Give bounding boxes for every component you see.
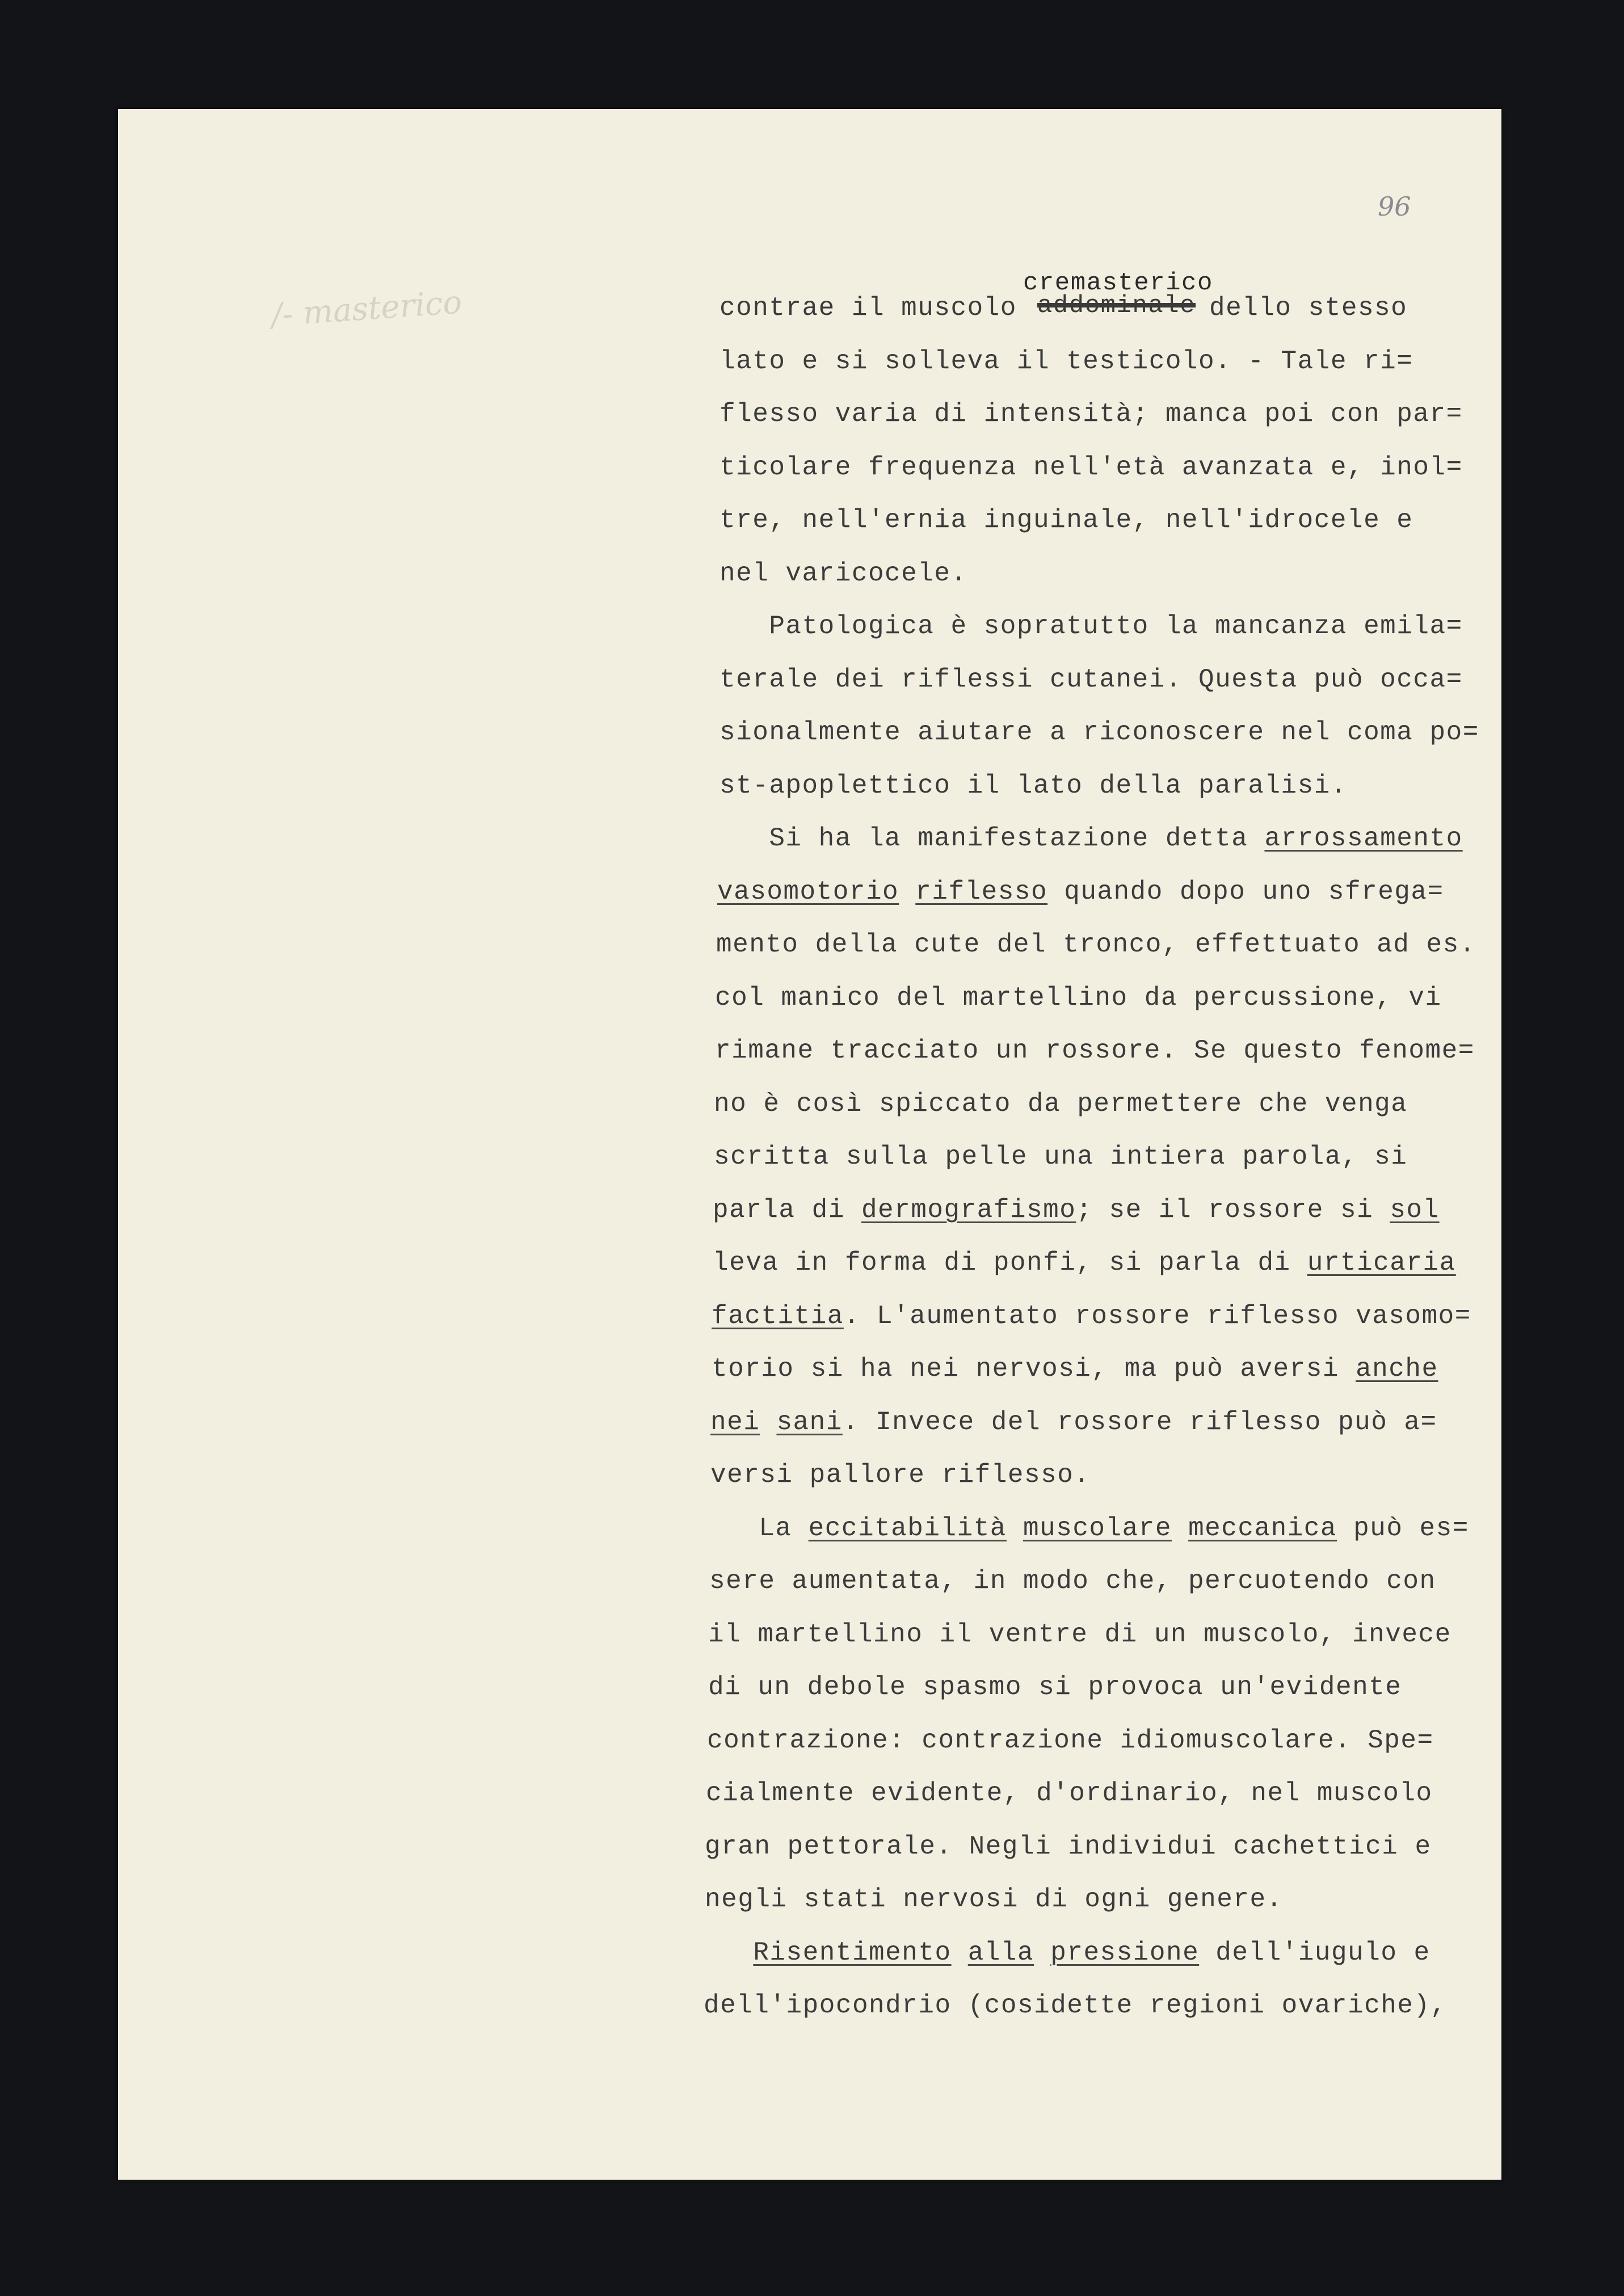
text-line	[706, 1779, 1433, 1808]
document-page	[118, 109, 1501, 2180]
underlined-term: alla	[967, 1937, 1034, 1968]
text-line	[713, 1248, 1456, 1278]
underlined-term: riflesso	[915, 877, 1048, 907]
text-segment: sionalmente aiutare a riconoscere nel coma po=	[720, 718, 1479, 747]
underlined-term: muscolare	[1023, 1513, 1172, 1543]
underlined-term: Risentimento	[753, 1937, 952, 1968]
typed-insertion: cremasterico	[1023, 269, 1213, 297]
text-line	[714, 1142, 1407, 1172]
struck-word: addominale	[1037, 292, 1196, 320]
underlined-term: sol	[1390, 1195, 1440, 1225]
text-segment: sere aumentata, in modo che, percuotendo con	[709, 1566, 1436, 1596]
text-segment: può es=	[1337, 1513, 1469, 1543]
text-segment	[952, 1938, 968, 1968]
text-segment: tre, nell'ernia inguinale, nell'idrocele e	[720, 505, 1413, 535]
text-segment: torio si ha nei nervosi, ma può aversi	[712, 1354, 1356, 1384]
text-segment: gran pettorale. Negli individui cachettici e	[705, 1831, 1432, 1861]
text-segment: mento della cute del tronco, effettuato ad es.	[716, 930, 1476, 959]
underlined-term: eccitabilità	[808, 1513, 1007, 1543]
text-segment: terale dei riflessi cutanei. Questa può occa=	[720, 664, 1463, 694]
text-segment: Si ha la manifestazione detta	[720, 824, 1265, 853]
text-segment	[899, 877, 915, 907]
text-segment: La	[709, 1513, 809, 1543]
text-line	[705, 1832, 1432, 1861]
text-line	[707, 1726, 1434, 1755]
text-line	[704, 1938, 1431, 1968]
text-line	[705, 1885, 1283, 1914]
text-segment: leva in forma di ponfi, si parla di	[713, 1248, 1307, 1278]
text-line	[708, 1620, 1451, 1649]
text-segment: versi pallore riflesso.	[710, 1460, 1091, 1490]
text-segment: col manico del martellino da percussione, vi	[715, 983, 1442, 1013]
text-line	[720, 399, 1463, 429]
text-line	[720, 505, 1413, 535]
text-line	[720, 293, 1407, 323]
text-segment: dell'ipocondrio (cosidette regioni ovariche),	[704, 1991, 1447, 2020]
text-segment: st-apoplettico il lato della paralisi.	[720, 770, 1347, 801]
text-segment: scritta sulla pelle una intiera parola, si	[714, 1142, 1408, 1172]
text-line	[720, 347, 1413, 376]
underlined-term: anche	[1356, 1354, 1438, 1384]
text-line	[720, 824, 1463, 853]
text-segment: quando dopo uno sfrega=	[1047, 877, 1444, 907]
text-segment: dello stesso	[1209, 293, 1408, 323]
text-segment: ticolare frequenza nell'età avanzata e, inol=	[720, 452, 1463, 482]
underlined-term: dermografismo	[861, 1195, 1076, 1225]
underlined-term: nei	[710, 1407, 760, 1437]
text-line	[713, 1195, 1440, 1225]
text-line	[715, 983, 1442, 1013]
text-line	[717, 877, 1444, 907]
text-segment: contrae il muscolo	[720, 293, 1033, 323]
text-segment: parla di	[713, 1195, 861, 1225]
text-line	[720, 453, 1463, 482]
text-segment	[760, 1408, 776, 1437]
text-segment: dell'iugulo e	[1199, 1937, 1431, 1968]
text-segment: cialmente evidente, d'ordinario, nel muscolo	[706, 1779, 1433, 1808]
text-line	[720, 718, 1479, 747]
text-segment: . Invece del rossore riflesso può a=	[842, 1407, 1437, 1437]
text-line	[720, 665, 1463, 694]
text-line	[709, 1514, 1469, 1543]
text-segment	[1007, 1514, 1023, 1543]
text-line	[708, 1673, 1402, 1702]
text-segment: negli stati nervosi di ogni genere.	[705, 1885, 1283, 1914]
text-line	[720, 771, 1347, 801]
text-segment: il martellino il ventre di un muscolo, invece	[708, 1619, 1451, 1649]
text-line	[714, 1089, 1407, 1119]
text-line	[715, 1036, 1475, 1065]
text-line	[716, 930, 1476, 959]
underlined-term: pressione	[1050, 1937, 1200, 1968]
underlined-term: urticaria	[1307, 1248, 1456, 1278]
text-segment: Patologica è sopratutto la mancanza emila=	[720, 612, 1463, 641]
underlined-term: meccanica	[1188, 1513, 1337, 1543]
text-line	[712, 1354, 1438, 1384]
text-segment: contrazione: contrazione idiomuscolare. Spe=	[707, 1725, 1434, 1755]
text-segment: rimane tracciato un rossore. Se questo fenome=	[715, 1036, 1475, 1065]
underlined-term: factitia	[712, 1301, 844, 1331]
text-segment: di un debole spasmo si provoca un'evidente	[708, 1673, 1402, 1702]
text-segment: flesso varia di intensità; manca poi con par=	[720, 399, 1463, 429]
text-segment	[1034, 1938, 1050, 1968]
underlined-term: vasomotorio	[717, 877, 899, 907]
text-segment	[704, 1938, 753, 1968]
text-line	[720, 612, 1463, 641]
text-segment: ; se il rossore si	[1076, 1195, 1390, 1225]
page-number: 96	[1378, 191, 1411, 222]
text-line	[710, 1408, 1437, 1437]
text-line	[709, 1566, 1436, 1596]
underlined-term: arrossamento	[1264, 824, 1463, 853]
text-line	[720, 559, 967, 588]
text-segment	[1172, 1514, 1188, 1543]
text-line	[710, 1460, 1090, 1490]
text-segment: no è così spiccato da permettere che venga	[714, 1089, 1408, 1119]
text-segment: nel varicocele.	[720, 558, 967, 588]
text-line	[712, 1301, 1471, 1331]
underlined-term: sani	[776, 1407, 843, 1437]
text-line	[704, 1991, 1447, 2020]
margin-note-pencil: /- masterico	[270, 284, 464, 334]
text-segment: . L'aumentato rossore riflesso vasomo=	[843, 1301, 1471, 1331]
text-segment: lato e si solleva il testicolo. - Tale ri=	[720, 346, 1413, 376]
